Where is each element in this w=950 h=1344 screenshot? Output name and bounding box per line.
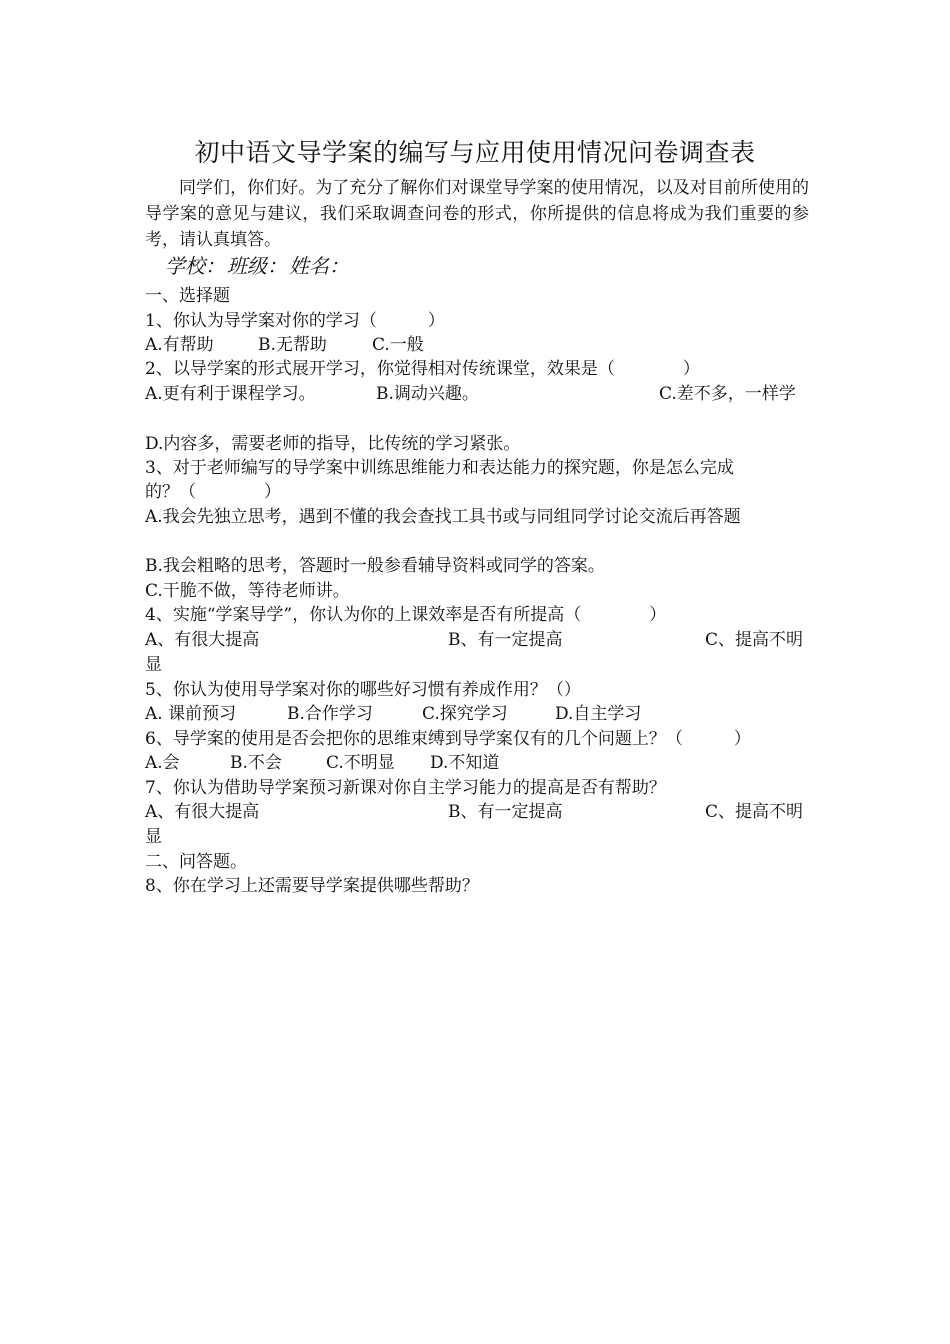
- q7-option-c-continued: 显: [145, 827, 162, 847]
- q5-option-c: C.探究学习: [422, 704, 508, 724]
- q2-option-d: D.内容多，需要老师的指导，比传统的学习紧张。: [145, 434, 521, 454]
- q6-option-b: B.不会: [230, 753, 282, 773]
- section-heading-qa: 二、问答题。: [145, 852, 247, 872]
- question-3-line-2: 的？（ ）: [145, 482, 281, 502]
- question-8: 8、你在学习上还需要导学案提供哪些帮助？: [145, 876, 479, 896]
- page-title: 初中语文导学案的编写与应用使用情况问卷调查表: [194, 138, 756, 167]
- name-label: 姓名：: [289, 254, 349, 278]
- q5-option-b: B.合作学习: [287, 704, 373, 724]
- q1-option-b: B.无帮助: [258, 335, 327, 355]
- section-heading-choice: 一、选择题: [145, 286, 230, 306]
- q5-option-d: D.自主学习: [555, 704, 642, 724]
- question-3-line-1: 3、对于老师编写的导学案中训练思维能力和表达能力的探究题，你是怎么完成: [145, 458, 734, 478]
- q2-option-c: C.差不多，一样学: [659, 384, 796, 404]
- school-label: 学校：: [165, 254, 225, 278]
- q1-option-c: C.一般: [372, 335, 424, 355]
- question-7: 7、你认为借助导学案预习新课对你自主学习能力的提高是否有帮助？: [145, 778, 666, 798]
- q4-option-b: B、有一定提高: [448, 630, 563, 650]
- question-1: 1、你认为导学案对你的学习（ ）: [145, 311, 445, 331]
- q6-option-a: A.会: [145, 753, 180, 773]
- q7-option-c: C、提高不明: [705, 802, 804, 822]
- q2-option-a: A.更有利于课程学习。: [145, 384, 316, 404]
- q6-option-c: C.不明显: [326, 753, 395, 773]
- q5-option-a: A. 课前预习: [145, 704, 237, 724]
- class-label: 班级：: [227, 254, 287, 278]
- q7-option-b: B、有一定提高: [448, 802, 563, 822]
- intro-paragraph: 同学们，你们好。为了充分了解你们对课堂导学案的使用情况，以及对目前所使用的导学案的意见与建议，我们采取调查问卷的形式，你所提供的信息将成为我们重要的参考，请认真填答。: [145, 178, 809, 250]
- q3-option-c: C.干脆不做，等待老师讲。: [145, 581, 350, 601]
- student-info-fields: [165, 250, 351, 279]
- q3-option-a: A.我会先独立思考，遇到不懂的我会查找工具书或与同组同学讨论交流后再答题: [145, 507, 741, 527]
- q2-option-b: B.调动兴趣。: [376, 384, 479, 404]
- q4-option-c-continued: 显: [145, 655, 162, 675]
- question-5: 5、你认为使用导学案对你的哪些好习惯有养成作用？（）: [145, 680, 581, 700]
- q6-option-d: D.不知道: [430, 753, 500, 773]
- q1-option-a: A.有帮助: [145, 335, 214, 355]
- question-6: 6、导学案的使用是否会把你的思维束缚到导学案仅有的几个问题上？（ ）: [145, 729, 751, 749]
- q4-option-c: C、提高不明: [705, 630, 804, 650]
- q7-option-a: A、有很大提高: [145, 802, 260, 822]
- q3-option-b: B.我会粗略的思考，答题时一般参看辅导资料或同学的答案。: [145, 556, 605, 576]
- question-4: 4、实施“学案导学”，你认为你的上课效率是否有所提高（ ）: [145, 605, 667, 625]
- question-2: 2、以导学案的形式展开学习，你觉得相对传统课堂，效果是（ ）: [145, 359, 700, 379]
- q4-option-a: A、有很大提高: [145, 630, 260, 650]
